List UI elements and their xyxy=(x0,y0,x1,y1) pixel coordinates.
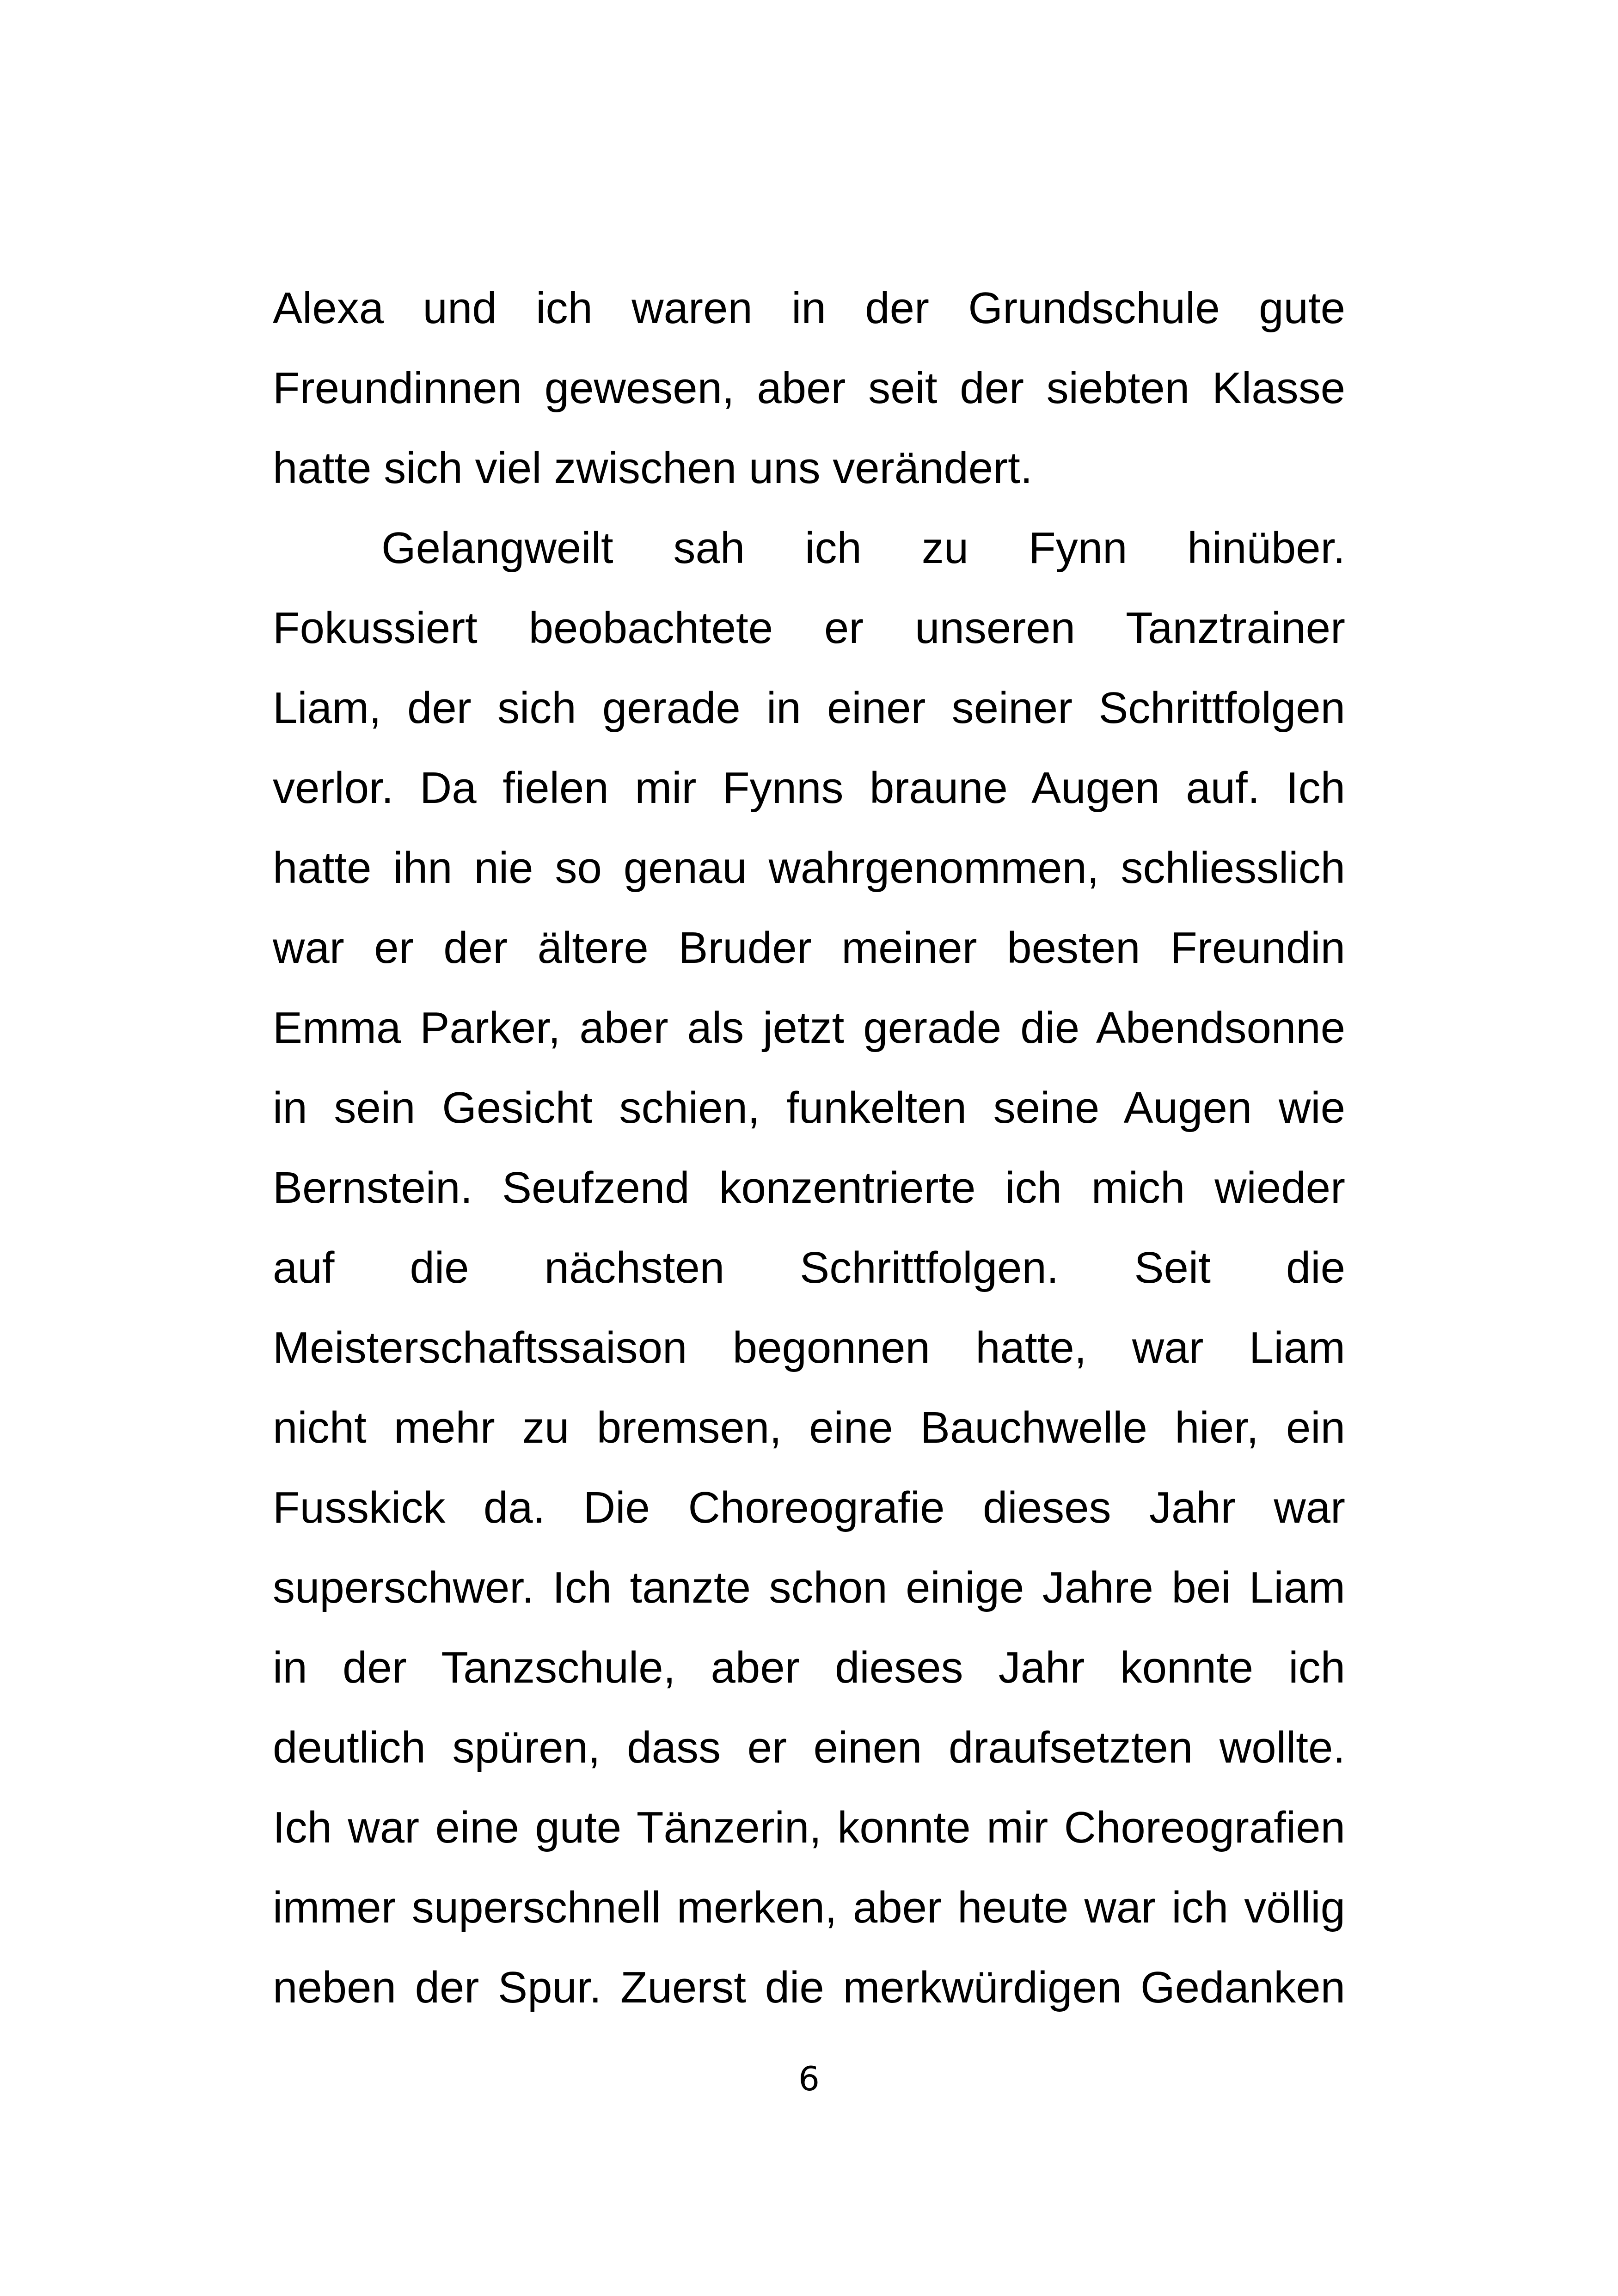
body-text xyxy=(273,268,1345,2107)
text-line: deutlich spüren, dass er einen draufsetzten wollte. xyxy=(273,1723,1345,1772)
text-line: nicht mehr zu bremsen, eine Bauchwelle hier, ein xyxy=(273,1403,1345,1452)
paragraph-2 xyxy=(273,508,1345,2107)
text-line: Fokussiert beobachtete er unseren Tanztrainer xyxy=(273,603,1345,653)
text-line: verlor. Da fielen mir Fynns braune Augen auf. Ich xyxy=(273,763,1345,813)
text-line: Alexa und ich waren in der Grundschule gute xyxy=(273,283,1345,333)
text-line: hatte sich viel zwischen uns verändert. xyxy=(273,443,1033,493)
text-line: Gelangweilt sah ich zu Fynn hinüber. xyxy=(381,523,1345,573)
text-line: neben der Spur. Zuerst die merkwürdigen Gedanken xyxy=(273,1963,1345,2012)
text-line: Fusskick da. Die Choreografie dieses Jahr war xyxy=(273,1483,1345,1532)
text-line: Meisterschaftssaison begonnen hatte, war Liam xyxy=(273,1323,1345,1372)
text-line: in der Tanzschule, aber dieses Jahr konnte ich xyxy=(273,1643,1345,1692)
text-line: Liam, der sich gerade in einer seiner Schrittfolgen xyxy=(273,683,1345,733)
text-line: Ich war eine gute Tänzerin, konnte mir Choreografien xyxy=(273,1803,1345,1852)
text-line: Freundinnen gewesen, aber seit der siebten Klasse xyxy=(273,363,1345,413)
text-line: war er der ältere Bruder meiner besten Freundin xyxy=(273,923,1345,973)
text-line: hatte ihn nie so genau wahrgenommen, schliesslich xyxy=(273,843,1345,893)
page-number: 6 xyxy=(798,2059,820,2098)
text-line: Emma Parker, aber als jetzt gerade die Abendsonne xyxy=(273,1003,1345,1053)
text-line: auf die nächsten Schrittfolgen. Seit die xyxy=(273,1243,1345,1292)
text-line: in sein Gesicht schien, funkelten seine Augen wie xyxy=(273,1083,1345,1133)
text-line: Bernstein. Seufzend konzentrierte ich mich wieder xyxy=(273,1163,1345,1212)
paragraph-1 xyxy=(273,268,1345,508)
text-line: immer superschnell merken, aber heute war ich völlig xyxy=(273,1883,1345,1932)
text-line: superschwer. Ich tanzte schon einige Jahre bei Liam xyxy=(273,1563,1345,1612)
